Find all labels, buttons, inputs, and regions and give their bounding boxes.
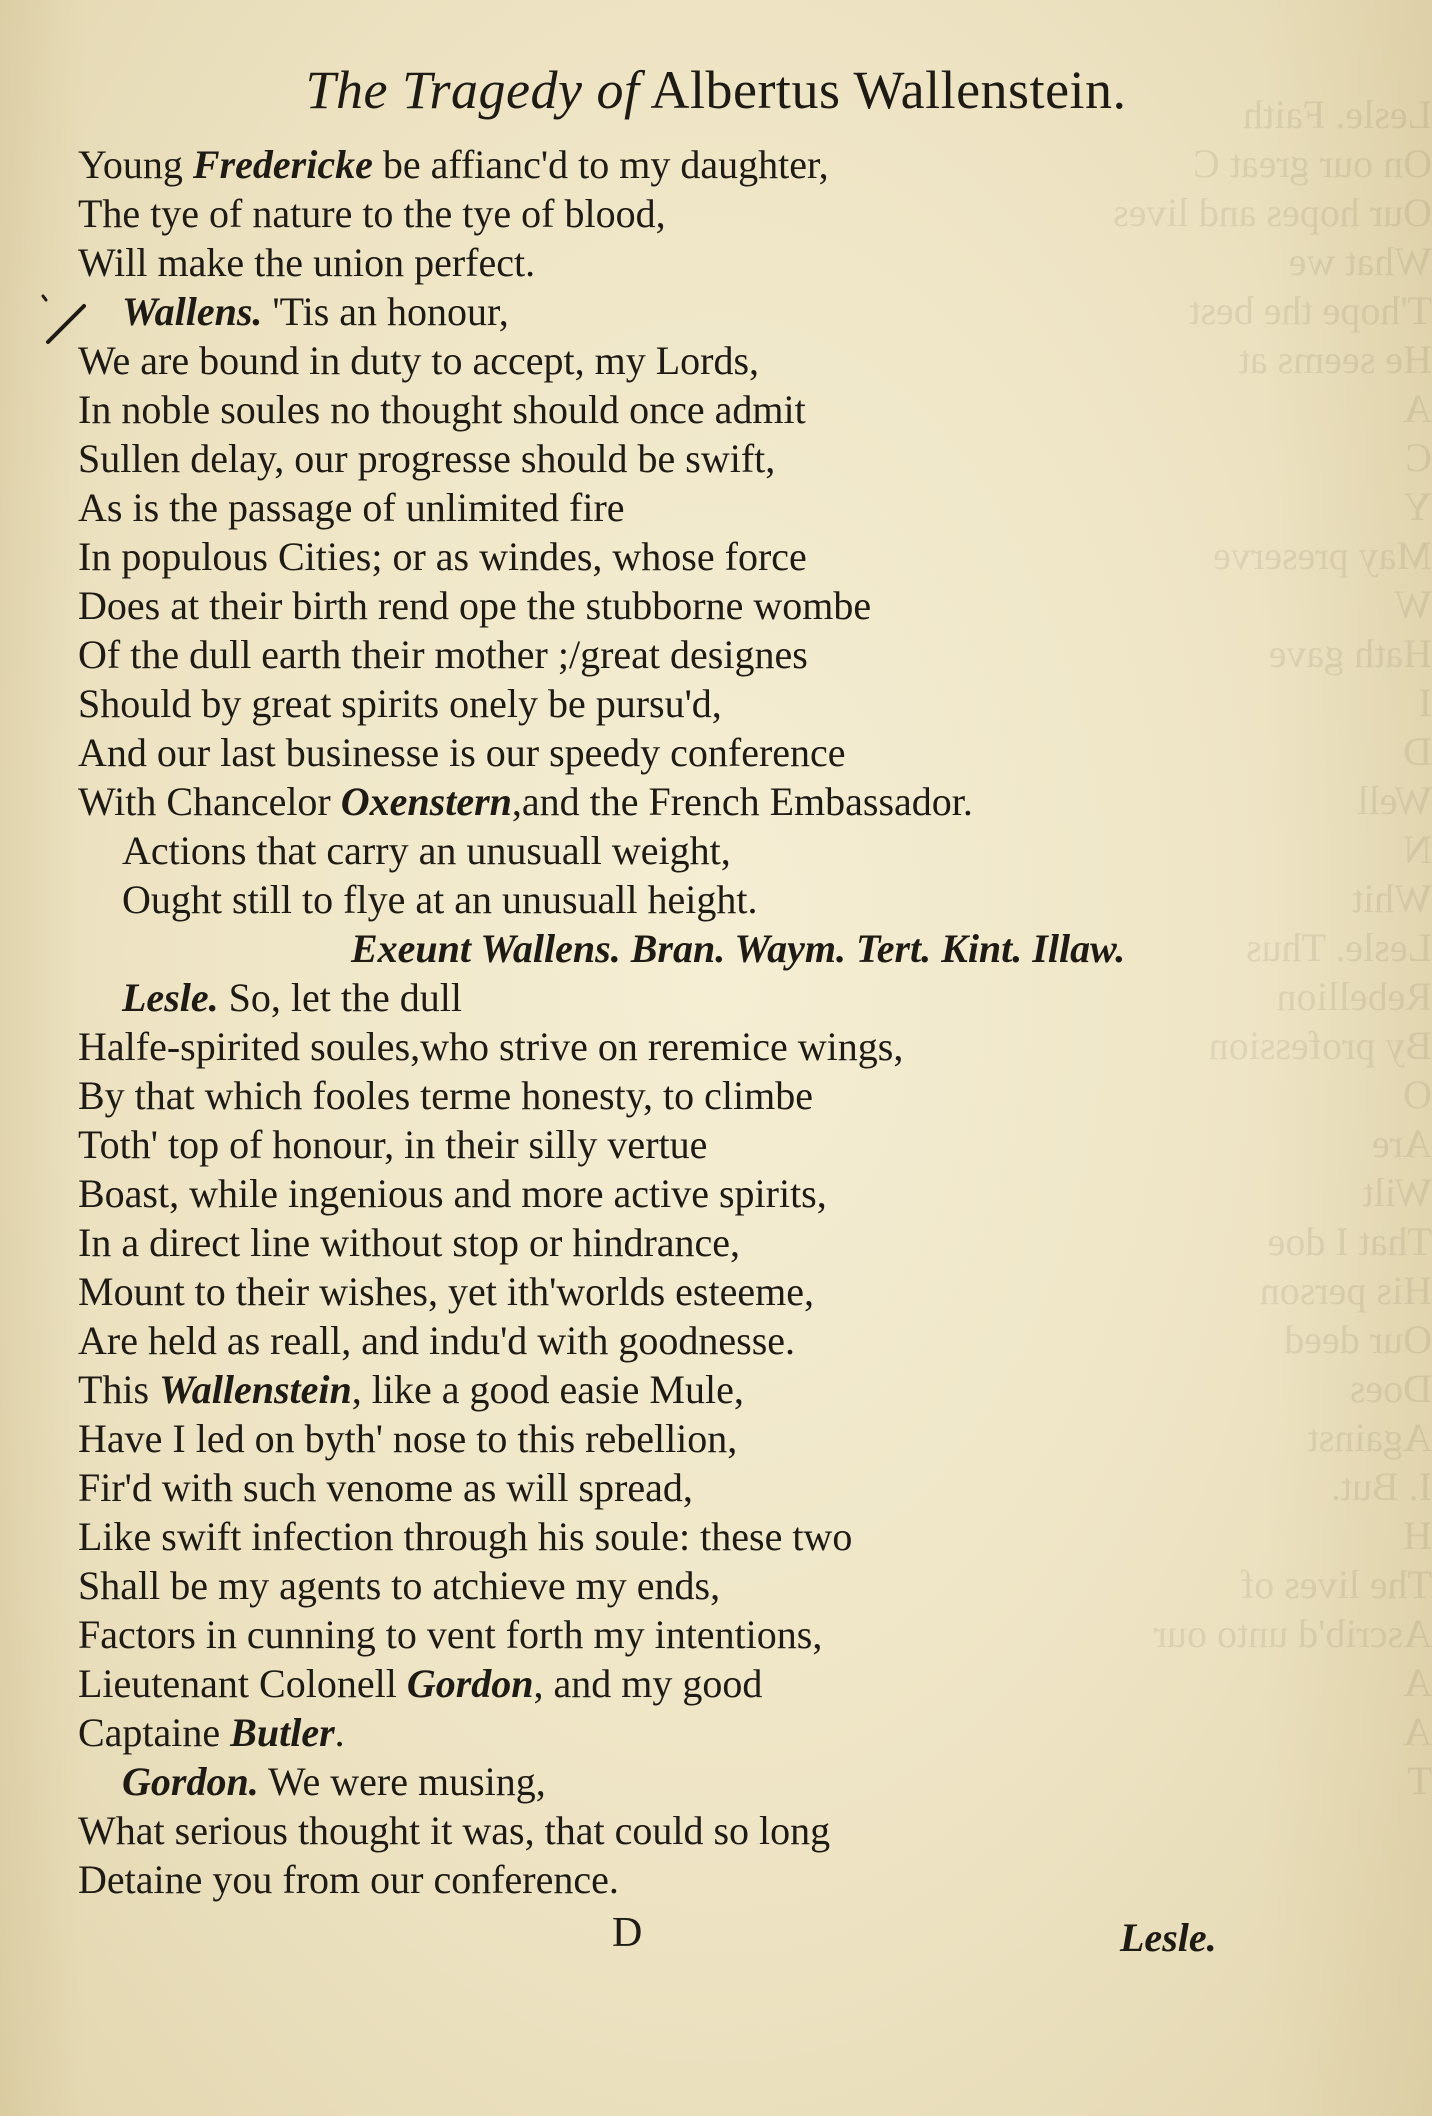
line-text: Young [78,142,193,187]
text-line [78,581,1278,630]
text-line [78,1022,1278,1071]
line-text: Lieutenant Colonell [78,1661,407,1706]
text-line [78,287,1278,336]
text-line [78,385,1278,434]
line-text: So, let the dull [218,975,462,1020]
line-text: And our last businesse is our speedy conference [78,730,846,775]
italic-name: Lesle. [122,975,219,1020]
text-line [78,728,1278,777]
italic-name: Gordon. [122,1759,259,1804]
line-text: Ought still to flye at an unusuall height. [122,877,758,922]
line-text: Factors in cunning to vent forth my intentions, [78,1612,823,1657]
line-text: Will make the union perfect. [78,240,536,285]
italic-name: Exeunt Wallens. Bran. Waym. Tert. Kint. Illaw. [351,926,1126,971]
text-line [78,483,1278,532]
text-line [78,1806,1278,1855]
italic-name: Gordon [406,1661,534,1706]
text-line [78,140,1278,189]
line-text: Captaine [78,1710,231,1755]
text-line [78,1414,1278,1463]
text-line [78,189,1278,238]
text-line [78,679,1278,728]
line-text: Sullen delay, our progresse should be swift, [78,436,776,481]
line-text: Are held as reall, and indu'd with goodnesse. [78,1318,796,1363]
text-line [78,1365,1278,1414]
running-head [0,50,1432,130]
line-text: By that which fooles terme honesty, to climbe [78,1073,814,1118]
line-text: In a direct line without stop or hindrance, [78,1220,741,1265]
text-line [78,826,1278,875]
text-line [78,1659,1278,1708]
line-text: Shall be my agents to atchieve my ends, [78,1563,721,1608]
text-line [78,1071,1278,1120]
text-line [78,1708,1278,1757]
text-line [78,1757,1278,1806]
line-text: be affianc'd to my daughter, [372,142,829,187]
text-line [78,777,1278,826]
line-text: Boast, while ingenious and more active spirits, [78,1171,827,1216]
text-line [78,630,1278,679]
text-line [78,973,1278,1022]
line-text: Detaine you from our conference. [78,1857,619,1902]
line-text: Actions that carry an unusuall weight, [122,828,731,873]
line-text: ,and the French Embassador. [511,779,973,824]
running-head-italic: The Tragedy of [305,60,640,120]
line-text: What serious thought it was, that could so long [78,1808,831,1853]
line-text: In populous Cities; or as windes, whose force [78,534,807,579]
text-line [78,238,1278,287]
line-text: Of the dull earth their mother ;/great designes [78,632,808,677]
line-text: In noble soules no thought should once admit [78,387,806,432]
text-line [78,1120,1278,1169]
text-line [78,532,1278,581]
line-text: Like swift infection through his soule: these two [78,1514,853,1559]
italic-name: Wallens. [122,289,263,334]
line-text: With Chancelor [78,779,341,824]
line-text: , like a good easie Mule, [351,1367,744,1412]
text-line [78,924,1278,973]
show-through-text: Lesle. Faith On our great C Our hopes and lives What we T'hope the best He seems at A C Y May preserve W Hath gave I D Well N Whit Lesle. Thus Rebellion By profession O Are Wilt That I doe His person Our deed Does Against I. But. H The lives of Ascrib'd unto our A A T [1113,92,1432,1803]
text-line [78,1169,1278,1218]
line-text: The tye of nature to the tye of blood, [78,191,666,236]
line-text: Does at their birth rend ope the stubborne wombe [78,583,872,628]
line-text: Should by great spirits onely be pursu'd, [78,681,722,726]
italic-name: Wallenstein [159,1367,352,1412]
text-line [78,1855,1278,1904]
text-line [78,1267,1278,1316]
text-line [78,1610,1278,1659]
line-text: Halfe-spirited soules,who strive on reremice wings, [78,1024,904,1069]
line-text: 'Tis an honour, [262,289,509,334]
line-text: This [78,1367,160,1412]
text-line [78,875,1278,924]
line-text: . [334,1710,345,1755]
line-text: Toth' top of honour, in their silly vertue [78,1122,708,1167]
line-text: We were musing, [258,1759,546,1804]
text-line [78,1463,1278,1512]
line-text: , and my good [533,1661,763,1706]
text-line [78,434,1278,483]
line-text: We are bound in duty to accept, my Lords, [78,338,760,383]
verse-text [78,140,1278,1904]
italic-name: Butler [230,1710,335,1755]
running-head-title: Albertus Wallenstein. [650,60,1127,120]
text-line [78,336,1278,385]
line-text: Have I led on byth' nose to this rebellion, [78,1416,738,1461]
italic-name: Fredericke [192,142,373,187]
signature-mark: D [612,1910,643,1956]
text-line [78,1218,1278,1267]
text-line [78,1512,1278,1561]
catchword: Lesle. [1120,1915,1217,1960]
line-text: Mount to their wishes, yet ith'worlds esteeme, [78,1269,814,1314]
line-text: As is the passage of unlimited fire [78,485,625,530]
line-text: Fir'd with such venome as will spread, [78,1465,693,1510]
text-line [78,1316,1278,1365]
italic-name: Oxenstern [340,779,512,824]
text-line [78,1561,1278,1610]
